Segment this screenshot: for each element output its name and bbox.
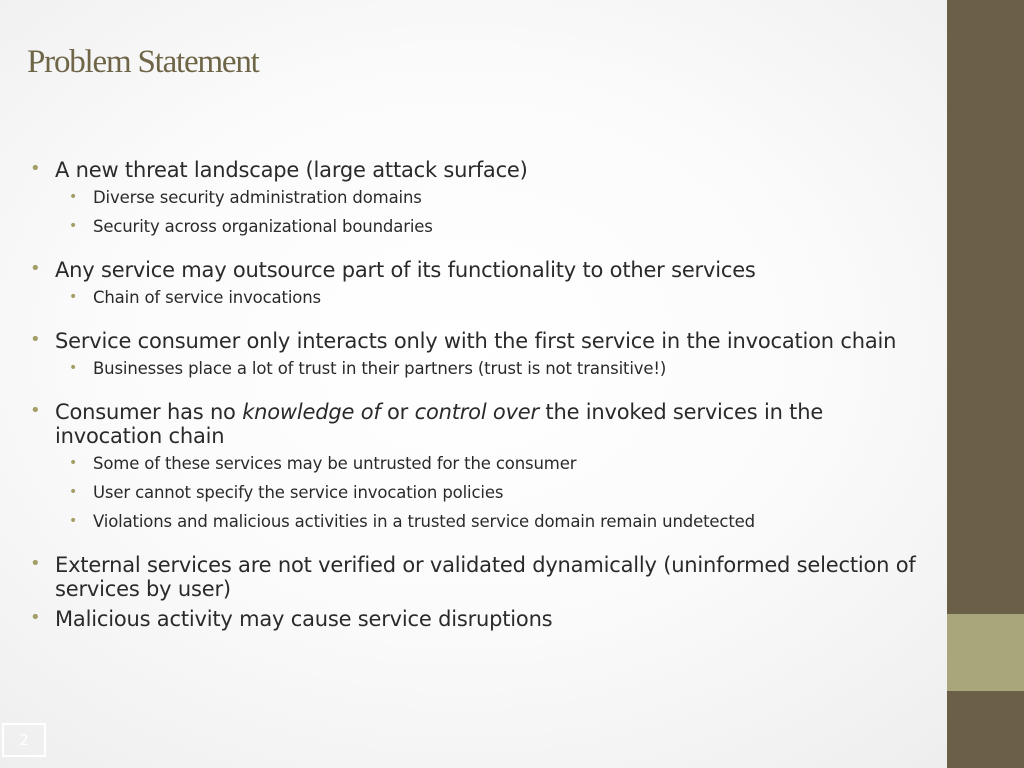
emphasis-knowledge: knowledge of [242, 400, 381, 424]
bullet-item: • External services are not verified or validated dynamically (uninformed selection of services by user) [30, 553, 935, 601]
sidebar-accent-block [947, 614, 1024, 691]
bullet-text: or [380, 400, 415, 424]
bullet-group-threat-landscape [30, 158, 935, 237]
bullet-group-consumer-interaction [30, 329, 935, 379]
slide-number: 2 [2, 723, 46, 757]
bullet-item [30, 400, 935, 448]
sub-bullet-item: • Some of these services may be untrusted for the consumer [30, 454, 935, 474]
bullet-item: • Service consumer only interacts only with the first service in the invocation chain [30, 329, 935, 353]
slide-content [30, 158, 935, 652]
bullet-group-outsourcing [30, 258, 935, 308]
bullet-group-external-services [30, 553, 935, 601]
bullet-group-malicious-activity [30, 607, 935, 631]
sub-bullet-item: • Diverse security administration domains [30, 188, 935, 208]
emphasis-control: control over [414, 400, 539, 424]
slide-title: Problem Statement [27, 44, 259, 80]
bullet-group-knowledge-control [30, 400, 935, 532]
sub-bullet-item: • Businesses place a lot of trust in their partners (trust is not transitive!) [30, 359, 935, 379]
sub-bullet-item: • Chain of service invocations [30, 288, 935, 308]
bullet-text: the invoked services in the invocation chain [55, 400, 824, 448]
sub-bullet-item: • Violations and malicious activities in a trusted service domain remain undetected [30, 512, 935, 532]
sub-bullet-item: • Security across organizational boundaries [30, 217, 935, 237]
sub-bullet-item: • User cannot specify the service invocation policies [30, 483, 935, 503]
bullet-item: • Malicious activity may cause service disruptions [30, 607, 935, 631]
bullet-item: • Any service may outsource part of its functionality to other services [30, 258, 935, 282]
bullet-item: • A new threat landscape (large attack surface) [30, 158, 935, 182]
bullet-text: Consumer has no [55, 400, 243, 424]
